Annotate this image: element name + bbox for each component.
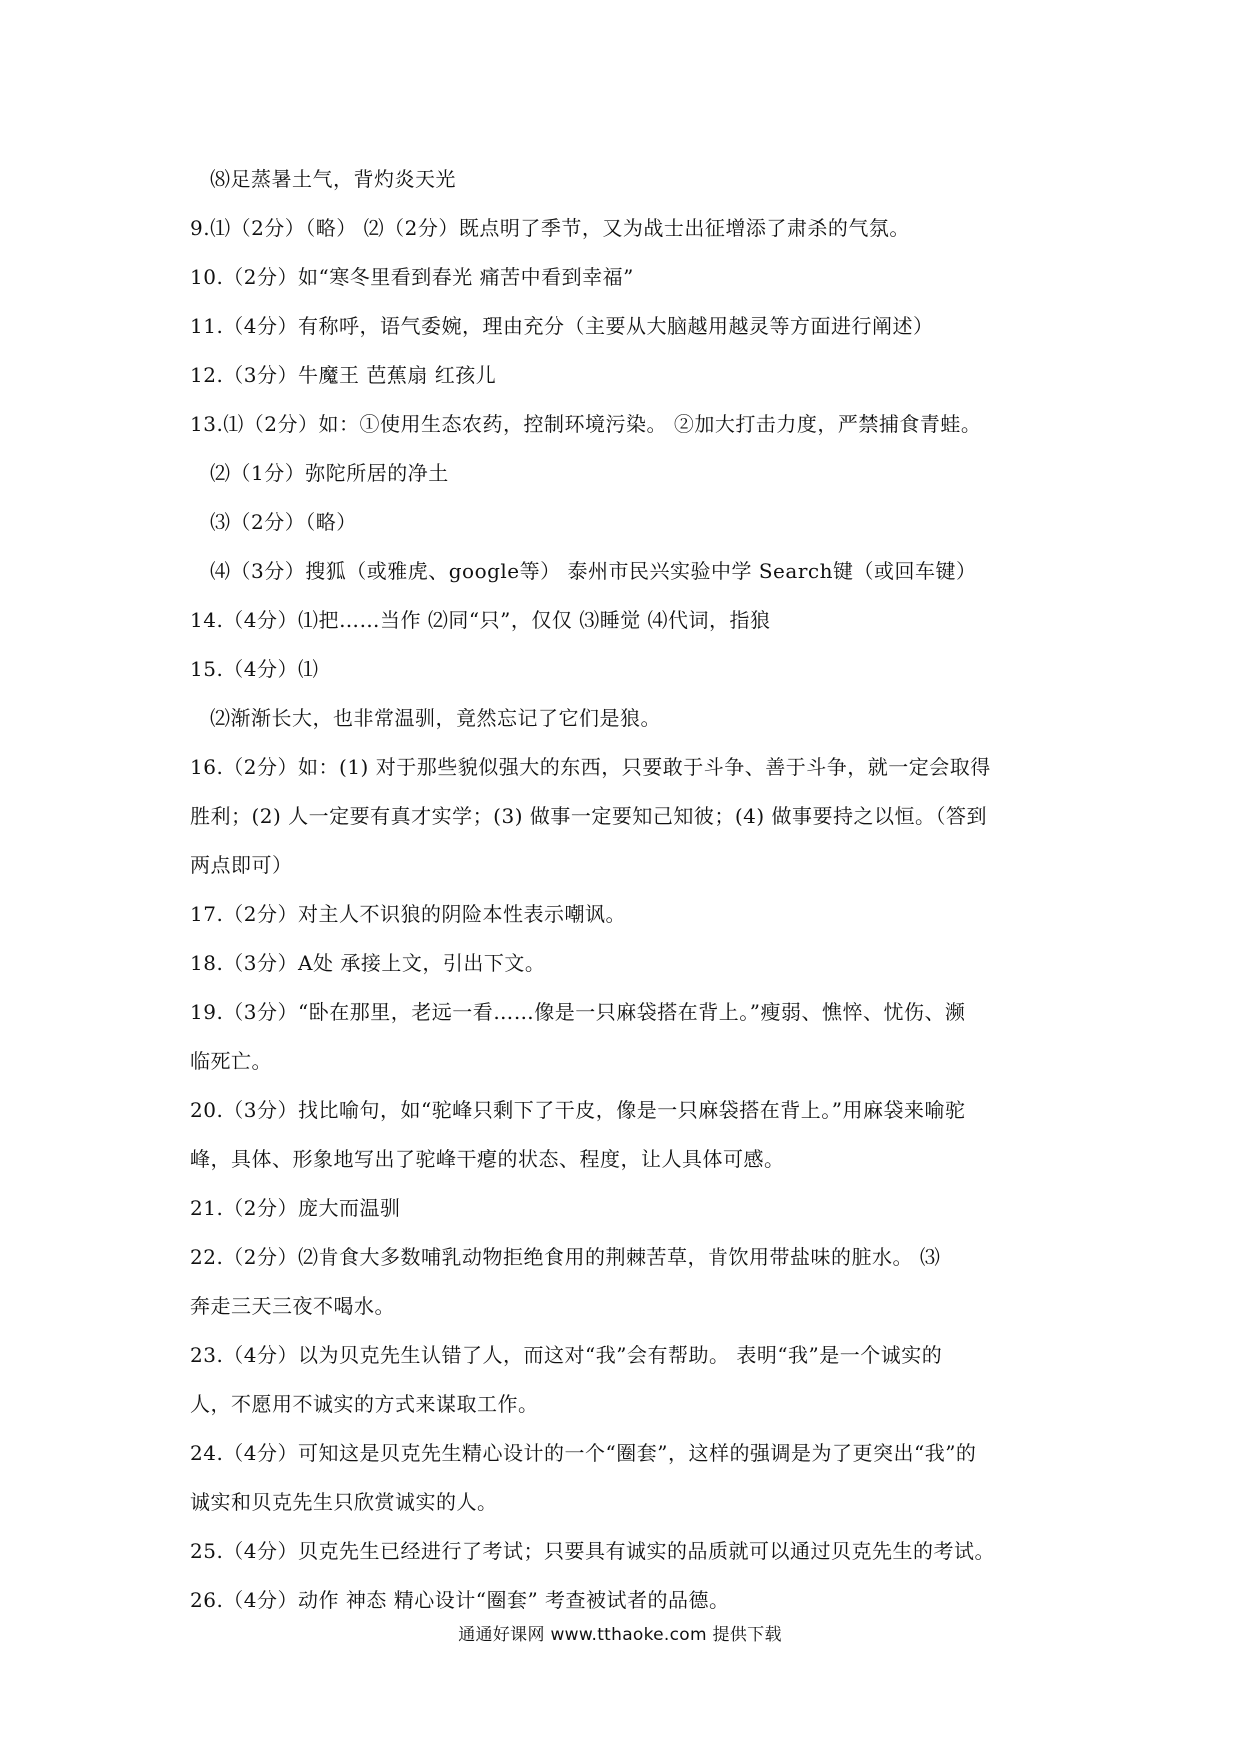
- answer-line: 12.（3分）牛魔王 芭蕉扇 红孩儿: [190, 363, 497, 387]
- answer-line: 诚实和贝克先生只欣赏诚实的人。: [190, 1490, 498, 1514]
- answer-line: ⑻足蒸暑土气，背灼炎天光: [210, 167, 456, 191]
- answer-line: ⑷（3分）搜狐（或雅虎、google等） 泰州市民兴实验中学 Search键（或回车键）: [210, 559, 977, 583]
- answer-line: 临死亡。: [190, 1049, 272, 1073]
- answer-line: 15.（4分）⑴: [190, 657, 319, 681]
- answer-line: ⑶（2分）（略）: [210, 510, 357, 534]
- answer-line: 24.（4分）可知这是贝克先生精心设计的一个“圈套”，这样的强调是为了更突出“我”的: [190, 1441, 977, 1465]
- answer-line: ⑵（1分）弥陀所居的净土: [210, 461, 449, 485]
- answer-line: 19.（3分）“卧在那里，老远一看……像是一只麻袋搭在背上。”瘦弱、憔悴、忧伤、濒: [190, 1000, 966, 1024]
- answer-line: 21.（2分）庞大而温驯: [190, 1196, 401, 1220]
- answer-line: 奔走三天三夜不喝水。: [190, 1294, 395, 1318]
- answer-line: 9.⑴（2分）（略） ⑵（2分）既点明了季节，又为战士出征增添了肃杀的气氛。: [190, 216, 910, 240]
- answer-line: 14.（4分）⑴把……当作 ⑵同“只”，仅仅 ⑶睡觉 ⑷代词，指狼: [190, 608, 771, 632]
- answer-line: 峰，具体、形象地写出了驼峰干瘪的状态、程度，让人具体可感。: [190, 1147, 785, 1171]
- answer-key-body: [190, 155, 1070, 1625]
- answer-line: 26.（4分）动作 神态 精心设计“圈套” 考查被试者的品德。: [190, 1588, 730, 1612]
- answer-line: 23.（4分）以为贝克先生认错了人，而这对“我”会有帮助。 表明“我”是一个诚实的: [190, 1343, 943, 1367]
- answer-line: 两点即可）: [190, 853, 293, 877]
- answer-line: 18.（3分）A处 承接上文，引出下文。: [190, 951, 546, 975]
- answer-line: 胜利；(2) 人一定要有真才实学；(3) 做事一定要知己知彼；(4) 做事要持之以恒。（答到: [190, 804, 988, 828]
- answer-line: 10.（2分）如“寒冬里看到春光 痛苦中看到幸福”: [190, 265, 634, 289]
- answer-line: 11.（4分）有称呼，语气委婉，理由充分（主要从大脑越用越灵等方面进行阐述）: [190, 314, 934, 338]
- answer-line: 25.（4分）贝克先生已经进行了考试；只要具有诚实的品质就可以通过贝克先生的考试。: [190, 1539, 996, 1563]
- answer-line: 人，不愿用不诚实的方式来谋取工作。: [190, 1392, 539, 1416]
- answer-line: ⑵渐渐长大，也非常温驯，竟然忘记了它们是狼。: [210, 706, 661, 730]
- answer-line: 22.（2分）⑵肯食大多数哺乳动物拒绝食用的荆棘苦草，肯饮用带盐味的脏水。 ⑶: [190, 1245, 941, 1269]
- answer-line: 16.（2分）如：(1) 对于那些貌似强大的东西，只要敢于斗争、善于斗争，就一定会取得: [190, 755, 991, 779]
- answer-line: 17.（2分）对主人不识狼的阴险本性表示嘲讽。: [190, 902, 627, 926]
- answer-line: 13.⑴（2分）如：①使用生态农药，控制环境污染。 ②加大打击力度，严禁捕食青蛙。: [190, 412, 982, 436]
- answer-line: 20.（3分）找比喻句，如“驼峰只剩下了干皮，像是一只麻袋搭在背上。”用麻袋来喻驼: [190, 1098, 966, 1122]
- page-footer: 通通好课网 www.tthaoke.com 提供下载: [458, 1625, 782, 1645]
